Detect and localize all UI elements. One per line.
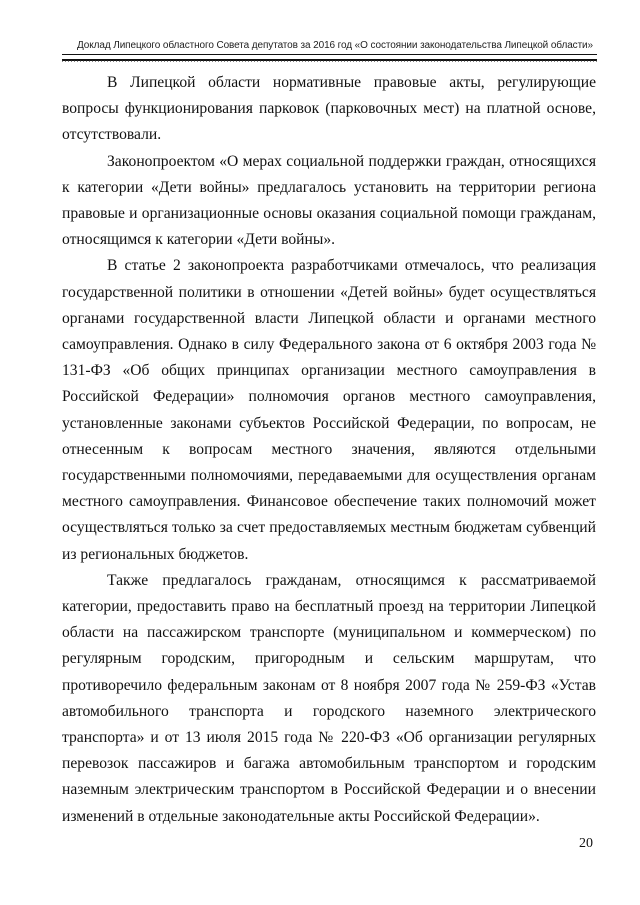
header-rule-pattern <box>62 60 597 62</box>
running-header: Доклад Липецкого областного Совета депутатов за 2016 год «О состоянии законодательства Липецкой области» <box>76 40 593 51</box>
paragraph-children-of-war-bill: Законопроектом «О мерах социальной поддержки граждан, относящихся к категории «Дети войны» предлагалось установить на территории региона правовые и организационные основы оказания социальной помощи гражданам, относящимся к категории «Дети войны». <box>62 152 596 249</box>
paragraph-free-transport: Также предлагалось гражданам, относящимся к рассматриваемой категории, предоставить право на бесплатный проезд на территории Липецкой области на пассажирском транспорте (муниципальном и коммерческом) по регулярным городским, пригородным и сельским маршрутам, что противоречило федеральным законам от 8 ноября 2007 года № 259-ФЗ «Устав автомобильного транспорта и городского наземного электрического транспорта» и от 13 июля 2015 года № 220-ФЗ «Об организации регулярных перевозок пассажиров и багажа автомобильным транспортом и городским наземным электрическим транспортом в Российской Федерации и о внесении изменений в отдельные законодательные акты Российской Федерации». <box>62 571 596 825</box>
paragraph-parking: В Липецкой области нормативные правовые акты, регулирующие вопросы функционирования парковок (парковочных мест) на платной основе, отсутствовали. <box>62 74 596 144</box>
page-number: 20 <box>579 836 593 851</box>
body-text <box>62 70 596 830</box>
paragraph-article-2: В статье 2 законопроекта разработчиками отмечалось, что реализация государственной политики в отношении «Детей войны» будет осуществляться органами государственной власти Липецкой области и органами местного самоуправления. Однако в силу Федерального закона от 6 октября 2003 года № 131-ФЗ «Об общих принципах организации местного самоуправления в Российской Федерации» полномочия органов местного самоуправления, установленные законами субъектов Российской Федерации, по вопросам, не отнесенным к вопросам местного значения, являются отдельными государственными полномочиями, передаваемыми для осуществления органам местного самоуправления. Финансовое обеспечение таких полномочий может осуществляться только за счет предоставляемых местным бюджетам субвенций из региональных бюджетов. <box>62 257 596 563</box>
